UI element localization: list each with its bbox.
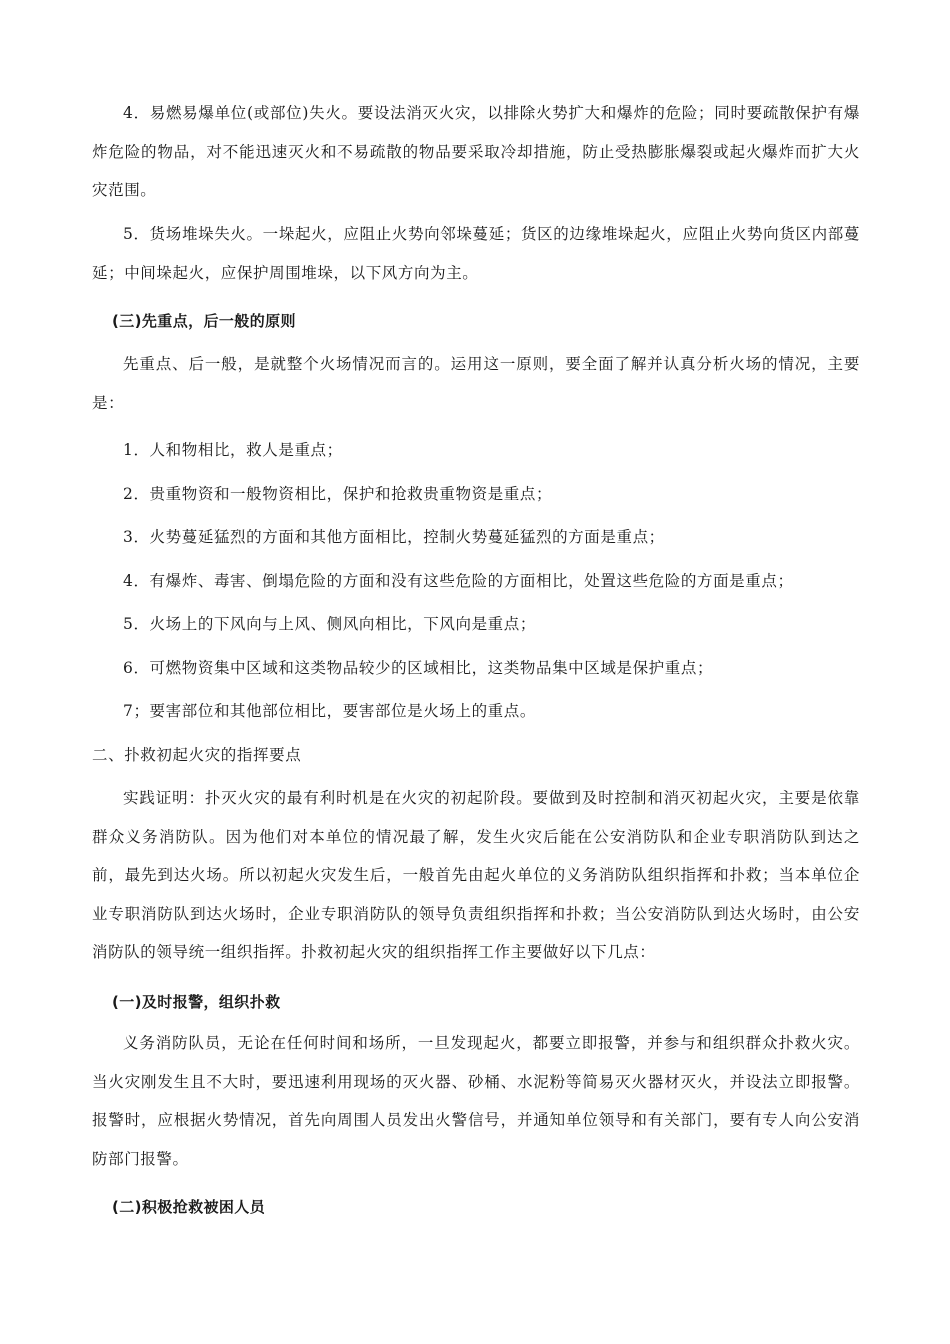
list-item-3: 3．火势蔓延猛烈的方面和其他方面相比，控制火势蔓延猛烈的方面是重点； xyxy=(123,528,665,546)
paragraph-priority-intro: 先重点、后一般，是就整个火场情况而言的。运用这一原则，要全面了解并认真分析火场的情况，主要是： xyxy=(92,355,860,412)
list-item-2: 2．贵重物资和一般物资相比，保护和抢救贵重物资是重点； xyxy=(123,485,553,503)
paragraph-practice: 实践证明：扑灭火灾的最有利时机是在火灾的初起阶段。要做到及时控制和消灭初起火灾，主要是依靠群众义务消防队。因为他们对本单位的情况最了解，发生火灾后能在公安消防队和企业专职消防队到达之前，最先到达火场。所以初起火灾发生后，一般首先由起火单位的义务消防队组织指挥和扑救；当本单位企业专职消防队到达火场时，企业专职消防队的领导负责组织指挥和扑救；当公安消防队到达火场时，由公安消防队的领导统一组织指挥。扑救初起火灾的组织指挥工作主要做好以下几点： xyxy=(92,789,860,962)
list-item-5: 5．火场上的下风向与上风、侧风向相比，下风向是重点； xyxy=(123,615,536,633)
list-item-1: 1．人和物相比，救人是重点； xyxy=(123,441,343,459)
paragraph-flammable-units: 4．易燃易爆单位(或部位)失火。要设法消灭火灾，以排除火势扩大和爆炸的危险；同时要疏散保护有爆炸危险的物品，对不能迅速灭火和不易疏散的物品要采取冷却措施，防止受热膨胀爆裂或起火爆炸而扩大火灾范围。 xyxy=(92,104,860,200)
heading-priority-principle: (三)先重点，后一般的原则 xyxy=(112,312,296,330)
list-item-4: 4．有爆炸、毒害、倒塌危险的方面和没有这些危险的方面相比，处置这些危险的方面是重点； xyxy=(123,572,794,590)
heading-alarm: (一)及时报警，组织扑救 xyxy=(112,993,281,1011)
list-item-6: 6．可燃物资集中区域和这类物品较少的区域相比，这类物品集中区域是保护重点； xyxy=(123,659,714,677)
section-title-initial-fire: 二、扑救初起火灾的指挥要点 xyxy=(92,746,302,764)
heading-rescue: (二)积极抢救被困人员 xyxy=(112,1198,266,1216)
paragraph-storage-yard: 5．货场堆垛失火。一垛起火，应阻止火势向邻垛蔓延；货区的边缘堆垛起火，应阻止火势向货区内部蔓延；中间垛起火，应保护周围堆垛，以下风方向为主。 xyxy=(92,225,860,282)
list-item-7: 7；要害部位和其他部位相比，要害部位是火场上的重点。 xyxy=(123,702,536,720)
paragraph-alarm: 义务消防队员，无论在任何时间和场所，一旦发现起火，都要立即报警，并参与和组织群众扑救火灾。当火灾刚发生且不大时，要迅速利用现场的灭火器、砂桶、水泥粉等简易灭火器材灭火，并设法立即报警。报警时，应根据火势情况，首先向周围人员发出火警信号，并通知单位领导和有关部门，要有专人向公安消防部门报警。 xyxy=(92,1034,860,1168)
